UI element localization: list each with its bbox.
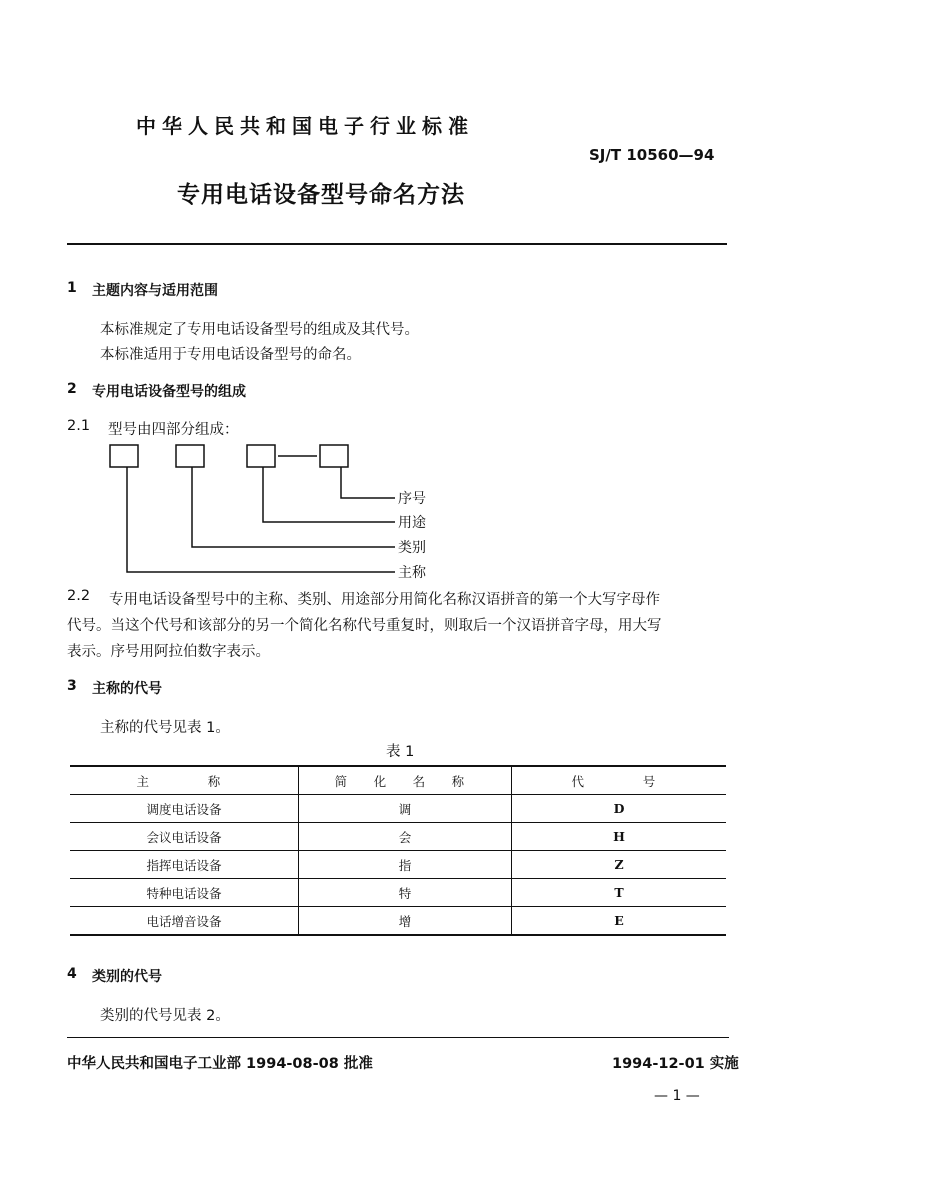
table-row bbox=[70, 851, 726, 879]
col-header-code: 代 号 bbox=[512, 766, 727, 795]
cell-code: H bbox=[512, 823, 727, 851]
col-header-main-name: 主 称 bbox=[70, 766, 299, 795]
section-4-number: 4 bbox=[67, 966, 77, 982]
leader-category bbox=[192, 467, 395, 547]
table-row bbox=[70, 879, 726, 907]
clause-2-2-line-2: 代号。当这个代号和该部分的另一个简化名称代号重复时，则取后一个汉语拼音字母，用大写 bbox=[67, 618, 662, 634]
standard-code: SJ/T 10560—94 bbox=[589, 146, 715, 164]
cell-main-name: 电话增音设备 bbox=[70, 907, 299, 936]
section-1-number: 1 bbox=[67, 280, 77, 296]
table-1 bbox=[70, 765, 726, 936]
cell-short-name: 调 bbox=[299, 795, 512, 823]
section-1-title: 主题内容与适用范围 bbox=[92, 283, 218, 299]
label-purpose: 用途 bbox=[398, 515, 426, 531]
section-4-text: 类别的代号见表 2。 bbox=[100, 1008, 230, 1024]
cell-short-name: 特 bbox=[299, 879, 512, 907]
clause-2-2-paragraph bbox=[67, 587, 729, 665]
section-1-line-1: 本标准规定了专用电话设备型号的组成及其代号。 bbox=[100, 322, 419, 338]
clause-2-1-number: 2.1 bbox=[67, 418, 91, 434]
cell-short-name: 指 bbox=[299, 851, 512, 879]
cell-code: T bbox=[512, 879, 727, 907]
cell-code: Z bbox=[512, 851, 727, 879]
box-main-name bbox=[110, 445, 138, 467]
clause-2-2-number: 2.2 bbox=[67, 588, 91, 604]
cell-short-name: 增 bbox=[299, 907, 512, 936]
section-2-title: 专用电话设备型号的组成 bbox=[92, 384, 246, 400]
page-number: — 1 — bbox=[654, 1088, 700, 1104]
header-rule bbox=[67, 243, 727, 245]
clause-2-2-line-1: 专用电话设备型号中的主称、类别、用途部分用简化名称汉语拼音的第一个大写字母作 bbox=[109, 592, 660, 608]
leader-main-name bbox=[127, 467, 395, 572]
cell-main-name: 会议电话设备 bbox=[70, 823, 299, 851]
cell-main-name: 指挥电话设备 bbox=[70, 851, 299, 879]
section-4-title: 类别的代号 bbox=[92, 969, 162, 985]
section-3-text: 主称的代号见表 1。 bbox=[100, 720, 230, 736]
leader-purpose bbox=[263, 467, 395, 522]
label-category: 类别 bbox=[398, 540, 426, 556]
table-row bbox=[70, 823, 726, 851]
cell-code: D bbox=[512, 795, 727, 823]
approval-statement: 中华人民共和国电子工业部 1994-08-08 批准 bbox=[67, 1056, 373, 1072]
header-organization: 中华人民共和国电子行业标准 bbox=[136, 114, 474, 138]
cell-short-name: 会 bbox=[299, 823, 512, 851]
box-purpose bbox=[247, 445, 275, 467]
section-3-number: 3 bbox=[67, 678, 77, 694]
cell-main-name: 特种电话设备 bbox=[70, 879, 299, 907]
leader-serial bbox=[341, 467, 395, 498]
box-serial bbox=[320, 445, 348, 467]
effective-date: 1994-12-01 实施 bbox=[612, 1056, 739, 1072]
label-serial: 序号 bbox=[398, 491, 426, 507]
table-row bbox=[70, 795, 726, 823]
table-row bbox=[70, 907, 726, 936]
section-3-title: 主称的代号 bbox=[92, 681, 162, 697]
footer-rule bbox=[67, 1037, 729, 1038]
clause-2-2-line-3: 表示。序号用阿拉伯数字表示。 bbox=[67, 644, 270, 660]
cell-main-name: 调度电话设备 bbox=[70, 795, 299, 823]
box-category bbox=[176, 445, 204, 467]
document-title: 专用电话设备型号命名方法 bbox=[177, 182, 465, 208]
section-1-line-2: 本标准适用于专用电话设备型号的命名。 bbox=[100, 347, 361, 363]
table-1-caption: 表 1 bbox=[386, 744, 415, 760]
section-2-number: 2 bbox=[67, 381, 77, 397]
table-header-row bbox=[70, 766, 726, 795]
label-main-name: 主称 bbox=[398, 565, 426, 581]
clause-2-1-text: 型号由四部分组成： bbox=[108, 422, 239, 438]
model-structure-diagram bbox=[100, 440, 460, 590]
col-header-short-name: 简 化 名 称 bbox=[299, 766, 512, 795]
cell-code: E bbox=[512, 907, 727, 936]
